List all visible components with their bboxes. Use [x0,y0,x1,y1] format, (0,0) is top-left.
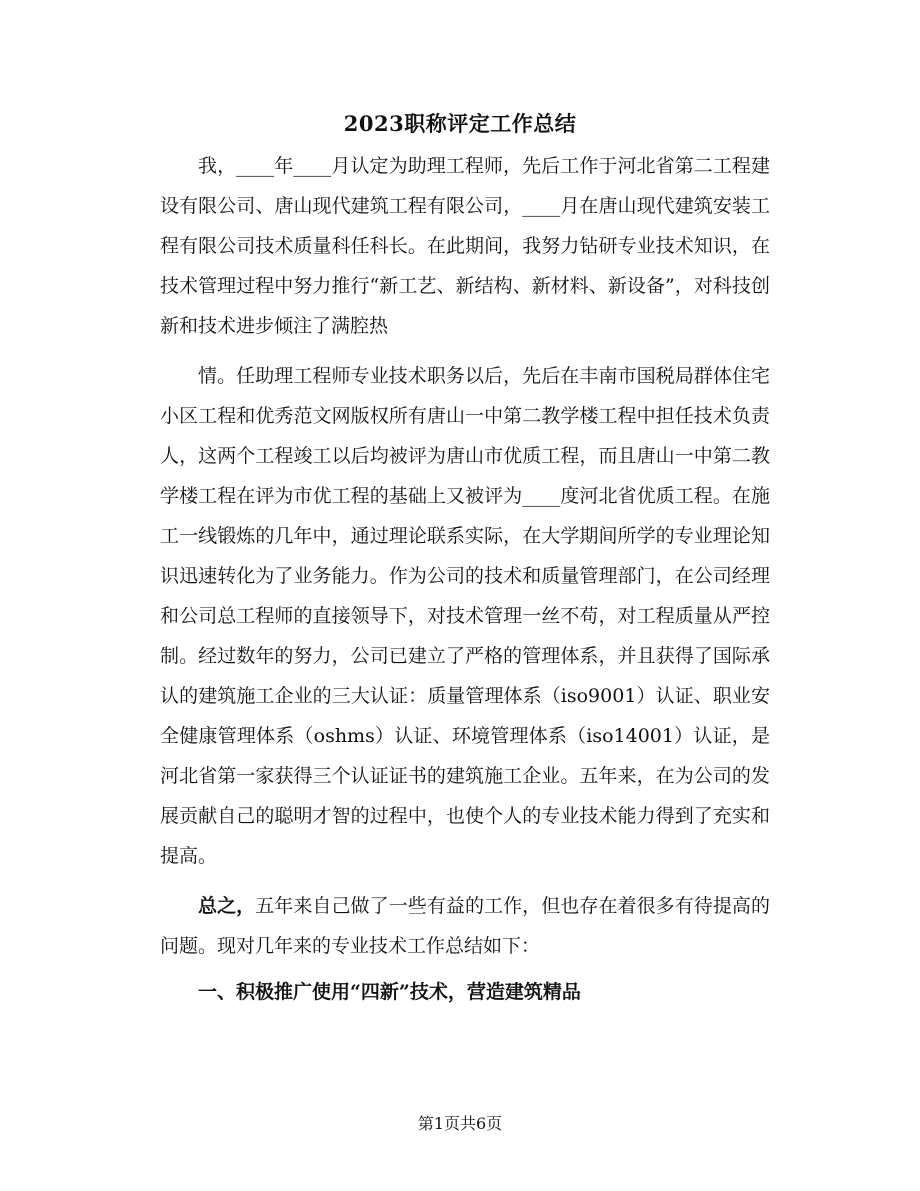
summary-text: 五年来自己做了一些有益的工作，但也存在着很多有待提高的问题。现对几年来的专业技术工作总结如下： [160,895,770,957]
document-body [160,146,770,1012]
summary-lead: 总之， [198,895,256,917]
page-number: 第1页共6页 [417,1114,503,1133]
section-heading: 一、积极推广使用“四新”技术，营造建筑精品 [198,981,581,1003]
paragraph-summary [160,886,770,966]
paragraph-experience: 情。任助理工程师专业技术职务以后，先后在丰南市国税局群体住宅小区工程和优秀范文网版权所有唐山一中第二教学楼工程中担任技术负责人，这两个工程竣工以后均被评为唐山市优质工程，而且唐山一中第二教学楼工程在评为市优工程的基础上又被评为____度河北省优质工程。在施工一线锻炼的几年中，通过理论联系实际，在大学期间所学的专业理论知识迅速转化为了业务能力。作为公司的技术和质量管理部门，在公司经理和公司总工程师的直接领导下，对技术管理一丝不苟，对工程质量从严控制。经过数年的努力，公司已建立了严格的管理体系，并且获得了国际承认的建筑施工企业的三大认证：质量管理体系（iso9001）认证、职业安全健康管理体系（oshms）认证、环境管理体系（iso14001）认证，是河北省第一家获得三个认证证书的建筑施工企业。五年来，在为公司的发展贡献自己的聪明才智的过程中，也使个人的专业技术能力得到了充实和提高。 [160,365,770,867]
paragraph-intro: 我，____年____月认定为助理工程师，先后工作于河北省第二工程建设有限公司、唐山现代建筑工程有限公司，____月在唐山现代建筑安装工程有限公司技术质量科任科长。在此期间，我努力钻研专业技术知识，在技术管理过程中努力推行“新工艺、新结构、新材料、新设备”，对科技创新和技术进步倾注了满腔热 [160,155,770,337]
document-title: 2023职称评定工作总结 [343,111,577,136]
